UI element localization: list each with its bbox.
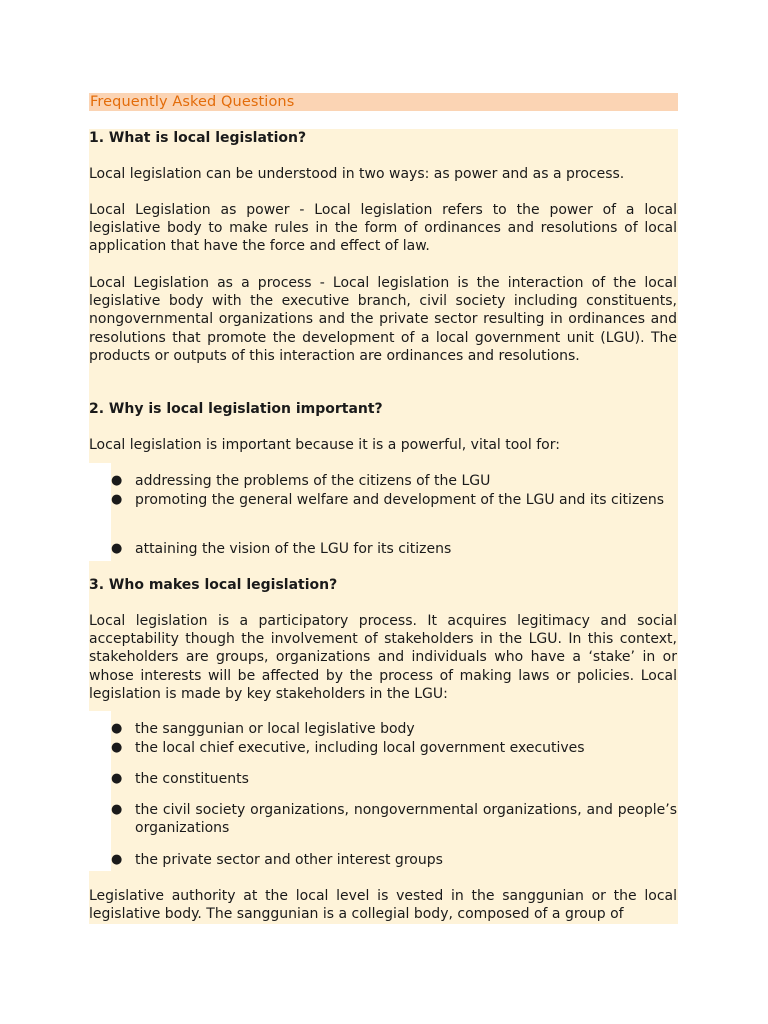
list-item-text: addressing the problems of the citizens of the LGU	[135, 473, 491, 489]
faq-heading: Frequently Asked Questions	[90, 94, 295, 110]
list-item-text: the civil society organizations, nongovernmental organizations, and people’s organizations	[135, 802, 677, 837]
list-item-text: the sanggunian or local legislative body	[135, 721, 415, 737]
bullet-icon: ●	[111, 771, 123, 786]
question-1: 1. What is local legislation?	[89, 130, 307, 146]
bullet-icon: ●	[111, 473, 123, 488]
list-item-text: promoting the general welfare and development of the LGU and its citizens	[135, 492, 665, 508]
bullet-icon: ●	[111, 721, 123, 736]
bullet-icon: ●	[111, 740, 123, 755]
q3-closing-paragraph: Legislative authority at the local level is vested in the sanggunian or the local legislative body. The sanggunian is a collegial body, composed of a group of	[89, 888, 677, 923]
question-3: 3. Who makes local legislation?	[89, 577, 338, 593]
q1-power-paragraph: Local Legislation as power - Local legislation refers to the power of a local legislative body to make rules in the form of ordinances and resolutions of local application that have the force and effect of law.	[89, 202, 677, 255]
question-2: 2. Why is local legislation important?	[89, 401, 383, 417]
q1-answer-intro: Local legislation can be understood in two ways: as power and as a process.	[89, 166, 625, 182]
bullet-icon: ●	[111, 852, 123, 867]
list-item-text: the constituents	[135, 771, 249, 787]
q2-answer-intro: Local legislation is important because it is a powerful, vital tool for:	[89, 437, 560, 453]
bullet-margin-gap	[89, 463, 111, 561]
bullet-margin-gap	[89, 711, 111, 871]
q3-answer-intro: Local legislation is a participatory process. It acquires legitimacy and social acceptability though the involvement of stakeholders in the LGU. In this context, stakeholders are groups, organizations and individuals who have a ‘stake’ in or whose interests will be affected by the process of making laws or policies. Local legislation is made by key stakeholders in the LGU:	[89, 613, 677, 702]
bullet-icon: ●	[111, 802, 123, 817]
faq-heading-bar	[89, 93, 678, 111]
list-item-text: the local chief executive, including local government executives	[135, 740, 585, 756]
bullet-icon: ●	[111, 492, 123, 507]
bullet-icon: ●	[111, 541, 123, 556]
list-item-text: the private sector and other interest groups	[135, 852, 443, 868]
list-item-text: attaining the vision of the LGU for its citizens	[135, 541, 452, 557]
q1-process-paragraph: Local Legislation as a process - Local legislation is the interaction of the local legislative body with the executive branch, civil society including constituents, nongovernmental organizations and the private sector resulting in ordinances and resolutions that promote the development of a local government unit (LGU). The products or outputs of this interaction are ordinances and resolutions.	[89, 275, 677, 364]
faq-body	[89, 129, 678, 924]
